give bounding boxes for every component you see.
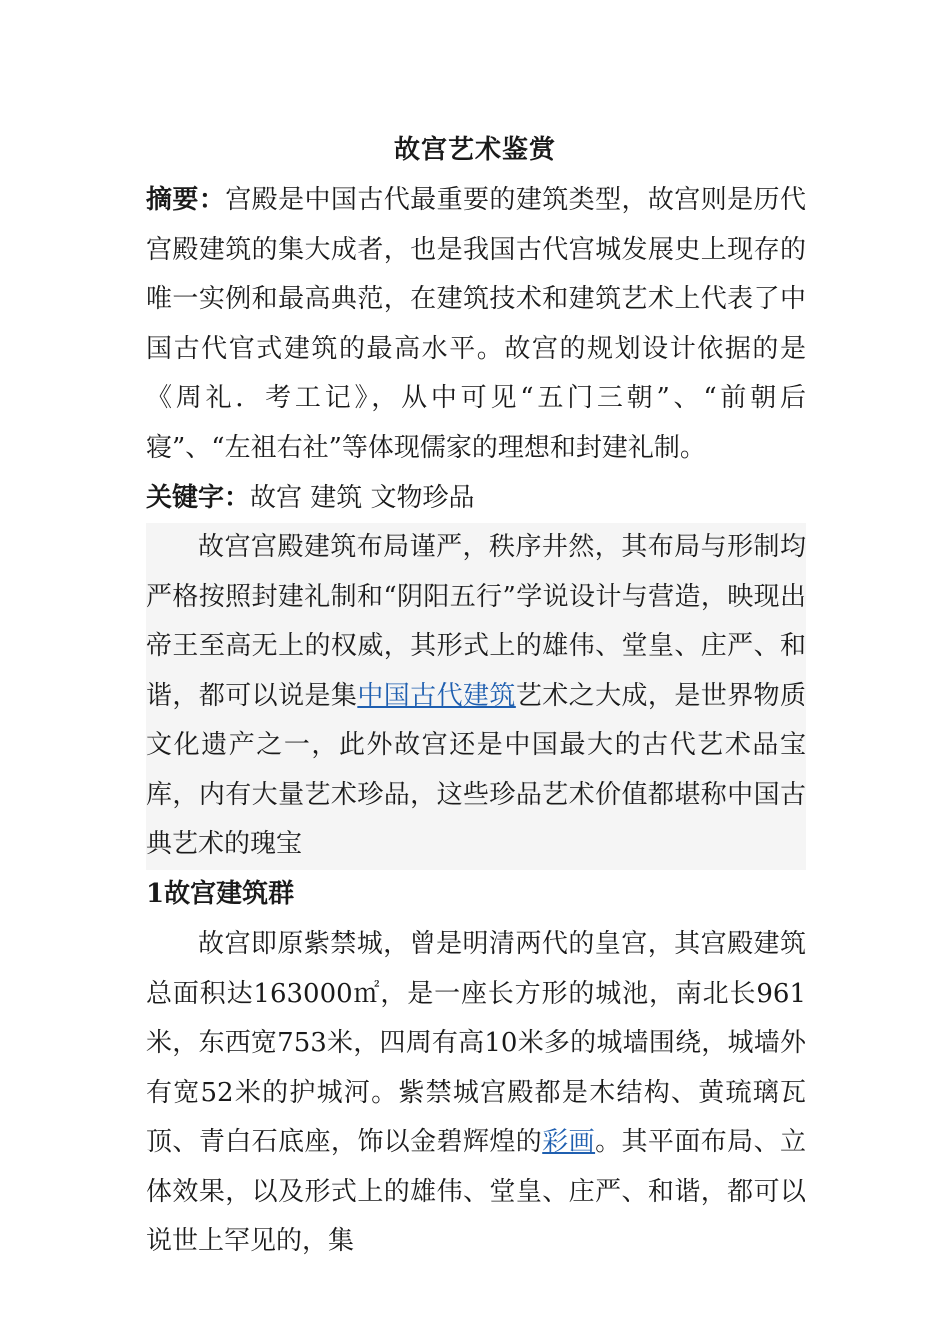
section-link-painting[interactable]: 彩画: [542, 1127, 596, 1157]
keywords-text: 故宫 建筑 文物珍品: [250, 483, 475, 513]
abstract-text: 宫殿是中国古代最重要的建筑类型，故宫则是历代宫殿建筑的集大成者，也是我国古代宫城发展史上现存的唯一实例和最高典范，在建筑技术和建筑艺术上代表了中国古代官式建筑的最高水平。故宫的规划设计依据的是《周礼．考工记》，从中可见“五门三朝”、“前朝后寝”、“左祖右社”等体现儒家的理想和封建礼制。: [146, 185, 806, 463]
intro-link-ancient-architecture[interactable]: 中国古代建筑: [357, 680, 516, 711]
section-heading: 1故宫建筑群: [146, 879, 295, 909]
section-text-after: 。其平面布局、立体效果，以及形式上的雄伟、堂皇、庄严、和谐，都可以说世上罕见的，集: [146, 1127, 806, 1256]
abstract-paragraph: [146, 176, 806, 473]
keywords-label: 关键字：: [146, 483, 251, 513]
section-text-before: 故宫即原紫禁城，曾是明清两代的皇宫，其宫殿建筑总面积达163000㎡，是一座长方形的城池，南北长961米，东西宽753米，四周有高10米多的城墙围绕，城墙外有宽52米的护城河。紫禁城宫殿都是木结构、黄琉璃瓦顶、青白石底座，饰以金碧辉煌的: [146, 929, 806, 1157]
document-title: 故宫艺术鉴赏: [393, 135, 556, 165]
intro-paragraph: [146, 523, 806, 870]
abstract-label: 摘要：: [146, 185, 226, 215]
keywords-line: [146, 474, 806, 524]
intro-text-after: 艺术之大成，是世界物质文化遗产之一，此外故宫还是中国最大的古代艺术品宝库，内有大量艺术珍品，这些珍品艺术价值都堪称中国古典艺术的瑰宝: [146, 680, 806, 859]
section-paragraph: [146, 920, 806, 1267]
intro-text-before: 故宫宫殿建筑布局谨严，秩序井然，其布局与形制均严格按照封建礼制和“阴阳五行”学说设计与营造，映现出帝王至高无上的权威，其形式上的雄伟、堂皇、庄严、和谐，都可以说是集: [146, 532, 806, 711]
